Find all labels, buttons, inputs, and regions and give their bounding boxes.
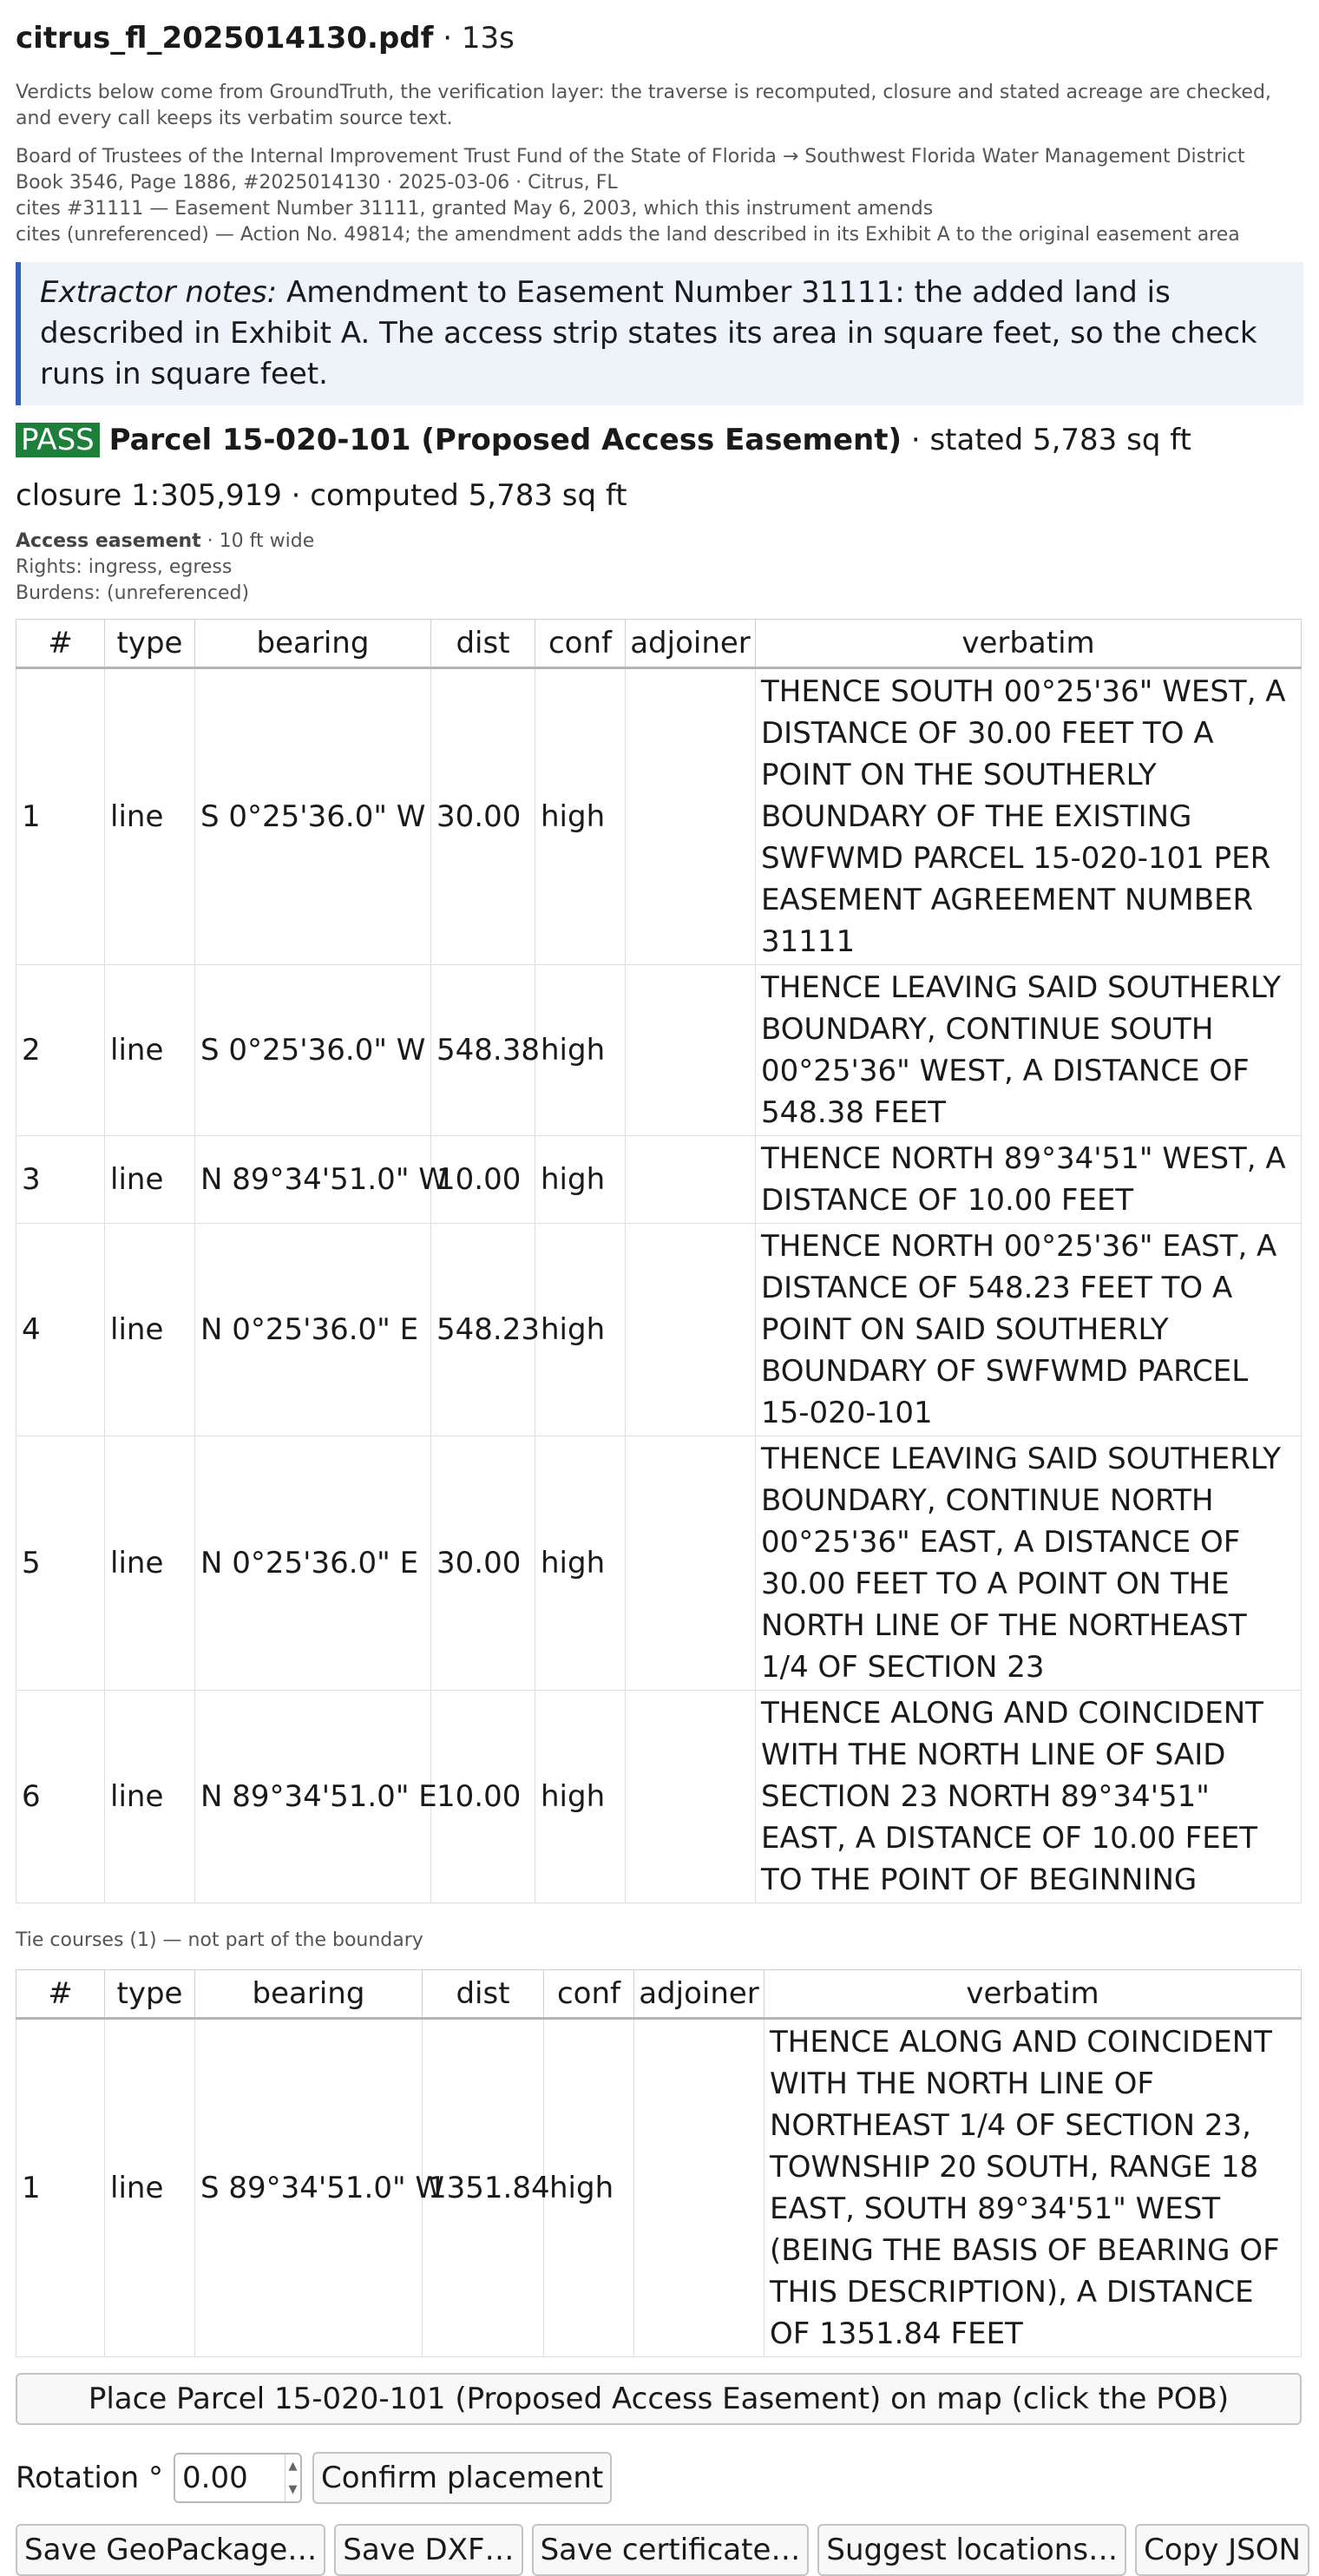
col-adjoiner: adjoiner: [626, 620, 756, 668]
burdens-line: Burdens: (unreferenced): [16, 582, 250, 604]
extractor-notes: [16, 262, 1303, 405]
notes-label: Extractor notes:: [40, 275, 278, 310]
course-number: 5: [16, 1436, 105, 1691]
easement-width: 10 ft wide: [219, 530, 315, 552]
col-bearing: bearing: [195, 1970, 423, 2019]
course-type: line: [105, 1691, 195, 1903]
parcel-stated-area: stated 5,783 sq ft: [929, 423, 1191, 457]
col-number: #: [16, 620, 105, 668]
course-dist: 548.38: [431, 965, 535, 1136]
tie-courses-table: [16, 1969, 1302, 2357]
courses-header-row: [16, 620, 1302, 668]
rotation-input[interactable]: [175, 2454, 285, 2501]
course-verbatim: THENCE ALONG AND COINCIDENT WITH THE NORTH LINE OF SAID SECTION 23 NORTH 89°34'51" EAST, A DISTANCE OF 10.00 FEET TO THE POINT OF BEGINNING: [756, 1691, 1302, 1903]
col-verbatim: verbatim: [764, 1970, 1302, 2019]
document-header: [16, 16, 1303, 61]
course-bearing: N 0°25'36.0" E: [195, 1436, 431, 1691]
course-dist: 30.00: [431, 1436, 535, 1691]
table-row: [16, 1691, 1302, 1903]
table-row: [16, 1136, 1302, 1224]
parcel-name: Parcel 15-020-101 (Proposed Access Easement): [108, 423, 902, 457]
course-verbatim: THENCE LEAVING SAID SOUTHERLY BOUNDARY, CONTINUE NORTH 00°25'36" EAST, A DISTANCE OF 30.00 FEET TO A POINT ON THE NORTH LINE OF THE NORTHEAST 1/4 OF SECTION 23: [756, 1436, 1302, 1691]
col-dist: dist: [431, 620, 535, 668]
tie-bearing: S 89°34'51.0" W: [195, 2019, 423, 2357]
course-number: 3: [16, 1136, 105, 1224]
course-verbatim: THENCE SOUTH 00°25'36" WEST, A DISTANCE OF 30.00 FEET TO A POINT ON THE SOUTHERLY BOUNDARY OF THE EXISTING SWFWMD PARCEL 15-020-101 PER EASEMENT AGREEMENT NUMBER 31111: [756, 668, 1302, 965]
col-type: type: [105, 1970, 195, 2019]
easement-label: Access easement: [16, 530, 201, 552]
export-actions: [16, 2524, 1303, 2576]
course-type: line: [105, 1436, 195, 1691]
cite-line-2: cites (unreferenced) — Action No. 49814; the amendment adds the land described in its Exhibit A to the original easement area: [16, 224, 1240, 246]
place-on-map-button[interactable]: Place Parcel 15-020-101 (Proposed Access Easement) on map (click the POB): [16, 2373, 1302, 2425]
course-bearing: S 0°25'36.0" W: [195, 965, 431, 1136]
notes-text: Amendment to Easement Number 31111: the added land is described in Exhibit A. The access strip states its area in square feet, so the check runs in square feet.: [40, 275, 1257, 391]
recording-line: Book 3546, Page 1886, #2025014130 · 2025-03-06 · Citrus, FL: [16, 172, 618, 194]
course-type: line: [105, 1136, 195, 1224]
stepper-arrows[interactable]: [285, 2454, 300, 2501]
table-row: [16, 668, 1302, 965]
tie-dist: 1351.84: [423, 2019, 544, 2357]
course-bearing: N 89°34'51.0" W: [195, 1136, 431, 1224]
course-bearing: S 0°25'36.0" W: [195, 668, 431, 965]
course-dist: 10.00: [431, 1136, 535, 1224]
courses-table: [16, 619, 1302, 1903]
course-dist: 10.00: [431, 1691, 535, 1903]
course-number: 4: [16, 1224, 105, 1436]
course-adjoiner: [626, 1436, 756, 1691]
table-row: [16, 1436, 1302, 1691]
table-row: [16, 2019, 1302, 2357]
table-row: [16, 965, 1302, 1136]
easement-separator: ·: [200, 530, 220, 552]
document-filename: citrus_fl_2025014130.pdf: [16, 21, 434, 56]
verdict-badge: PASS: [16, 423, 100, 457]
header-separator: ·: [433, 21, 462, 56]
col-type: type: [105, 620, 195, 668]
cite-line-1: cites #31111 — Easement Number 31111, granted May 6, 2003, which this instrument amends: [16, 198, 934, 220]
rotation-row: [16, 2451, 1303, 2505]
suggest-locations-button[interactable]: Suggest locations…: [817, 2524, 1126, 2576]
course-type: line: [105, 965, 195, 1136]
tie-adjoiner: [634, 2019, 764, 2357]
course-verbatim: THENCE LEAVING SAID SOUTHERLY BOUNDARY, CONTINUE SOUTH 00°25'36" WEST, A DISTANCE OF 548.38 FEET: [756, 965, 1302, 1136]
col-verbatim: verbatim: [756, 620, 1302, 668]
save-dxf-button[interactable]: Save DXF…: [334, 2524, 522, 2576]
course-conf: high: [535, 668, 626, 965]
course-adjoiner: [626, 965, 756, 1136]
tie-type: line: [105, 2019, 195, 2357]
processing-duration: 13s: [461, 21, 515, 56]
course-dist: 30.00: [431, 668, 535, 965]
course-adjoiner: [626, 1224, 756, 1436]
course-verbatim: THENCE NORTH 00°25'36" EAST, A DISTANCE OF 548.23 FEET TO A POINT ON SAID SOUTHERLY BOUNDARY OF SWFWMD PARCEL 15-020-101: [756, 1224, 1302, 1436]
parties-line: Board of Trustees of the Internal Improvement Trust Fund of the State of Florida → Southwest Florida Water Management District: [16, 146, 1245, 168]
course-conf: high: [535, 1436, 626, 1691]
course-type: line: [105, 1224, 195, 1436]
course-number: 2: [16, 965, 105, 1136]
save-geopackage-button[interactable]: Save GeoPackage…: [16, 2524, 325, 2576]
course-dist: 548.23: [431, 1224, 535, 1436]
col-conf: conf: [535, 620, 626, 668]
tie-header-row: [16, 1970, 1302, 2019]
tie-conf: high: [544, 2019, 634, 2357]
col-dist: dist: [423, 1970, 544, 2019]
chevron-up-icon[interactable]: ▲: [288, 2460, 298, 2473]
tie-verbatim: THENCE ALONG AND COINCIDENT WITH THE NORTH LINE OF NORTHEAST 1/4 OF SECTION 23, TOWNSHIP 20 SOUTH, RANGE 18 EAST, SOUTH 89°34'51" WEST (BEING THE BASIS OF BEARING OF THIS DESCRIPTION), A DISTANCE OF 1351.84 FEET: [764, 2019, 1302, 2357]
closure-line: closure 1:305,919 · computed 5,783 sq ft: [16, 478, 627, 513]
save-certificate-button[interactable]: Save certificate…: [532, 2524, 810, 2576]
course-number: 1: [16, 668, 105, 965]
instrument-meta: [16, 144, 1303, 248]
course-number: 6: [16, 1691, 105, 1903]
col-number: #: [16, 1970, 105, 2019]
easement-info: [16, 529, 1303, 607]
course-conf: high: [535, 965, 626, 1136]
course-adjoiner: [626, 668, 756, 965]
col-bearing: bearing: [195, 620, 431, 668]
rotation-stepper[interactable]: [174, 2453, 302, 2503]
course-conf: high: [535, 1224, 626, 1436]
course-verbatim: THENCE NORTH 89°34'51" WEST, A DISTANCE OF 10.00 FEET: [756, 1136, 1302, 1224]
course-type: line: [105, 668, 195, 965]
course-bearing: N 0°25'36.0" E: [195, 1224, 431, 1436]
table-row: [16, 1224, 1302, 1436]
intro-text: Verdicts below come from GroundTruth, the verification layer: the traverse is recomputed, closure and stated acreage are checked, and every call keeps its verbatim source text.: [16, 82, 1271, 129]
copy-json-button[interactable]: Copy JSON: [1135, 2524, 1309, 2576]
parcel-separator: ·: [902, 423, 930, 457]
col-conf: conf: [544, 1970, 634, 2019]
chevron-down-icon[interactable]: ▼: [288, 2483, 298, 2496]
course-adjoiner: [626, 1136, 756, 1224]
rotation-label: Rotation °: [16, 2461, 163, 2495]
confirm-placement-button[interactable]: Confirm placement: [312, 2452, 612, 2504]
tie-courses-caption: Tie courses (1) — not part of the boundary: [16, 1929, 423, 1951]
tie-number: 1: [16, 2019, 105, 2357]
parcel-heading: [16, 416, 1303, 464]
rights-line: Rights: ingress, egress: [16, 556, 233, 578]
col-adjoiner: adjoiner: [634, 1970, 764, 2019]
course-bearing: N 89°34'51.0" E: [195, 1691, 431, 1903]
course-conf: high: [535, 1136, 626, 1224]
course-conf: high: [535, 1691, 626, 1903]
course-adjoiner: [626, 1691, 756, 1903]
